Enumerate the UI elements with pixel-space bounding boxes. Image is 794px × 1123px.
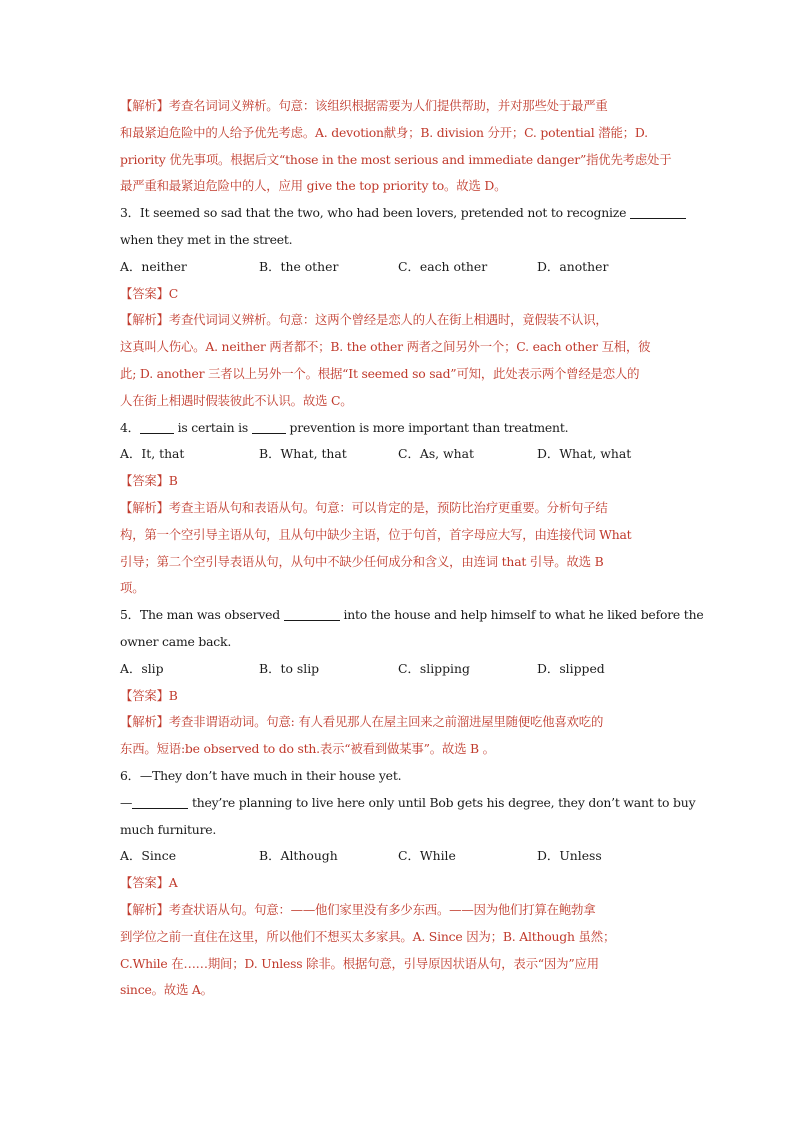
option-d: D．What, what — [537, 446, 632, 462]
question-stem — [120, 790, 696, 817]
option-d: D．Unless — [537, 848, 602, 864]
analysis-line: since。故选 A。 — [120, 982, 213, 998]
stem-text: prevention is more important than treatment. — [285, 419, 569, 435]
option-c: C．As, what — [398, 446, 475, 462]
question-stem: owner came back. — [120, 633, 232, 649]
analysis-line: 最严重和最紧迫危险中的人，应用 give the top priority to。故选 D。 — [120, 178, 507, 194]
analysis-line: 到学位之前一直住在这里，所以他们不想买太多家具。A. Since 因为；B. Although 虽然； — [120, 928, 616, 944]
option-row — [120, 441, 680, 468]
option-a: A．slip — [120, 660, 164, 676]
analysis-line: 构，第一个空引导主语从句，且从句中缺少主语，位于句首，首字母应大写，由连接代词 What — [120, 526, 632, 542]
answer-label: 【答案】C — [120, 285, 179, 301]
option-b: B．Although — [259, 848, 338, 864]
analysis-line: 和最紧迫危险中的人给予优先考虑。A. devotion献身；B. division 分开；C. potential 潜能；D. — [120, 124, 648, 140]
option-a: A．neither — [120, 258, 187, 274]
question-6 — [120, 763, 696, 1004]
question-stem: when they met in the street. — [120, 231, 293, 247]
analysis-line: 【解析】考查状语从句。句意：——他们家里没有多少东西。——因为他们打算在鲍勃拿 — [120, 901, 596, 917]
analysis-line: 东西。短语:be observed to do sth.表示“被看到做某事”。故选 B 。 — [120, 741, 495, 757]
stem-text: is certain is — [173, 419, 252, 435]
answer-blank — [132, 796, 188, 809]
analysis-line: 人在街上相遇时假装彼此不认识。故选 C。 — [120, 392, 353, 408]
analysis-line: 此; D. another 三者以上另外一个。根据“It seemed so sad”可知，此处表示两个曾经是恋人的 — [120, 365, 640, 381]
option-b: B．the other — [259, 258, 339, 274]
analysis-line: 这真叫人伤心。A. neither 两者都不；B. the other 两者之间另外一个；C. each other 互相，彼 — [120, 339, 651, 355]
question-stem: 6．—They don’t have much in their house yet. — [120, 767, 402, 783]
answer-label: 【答案】B — [120, 473, 178, 489]
question-stem — [120, 415, 680, 442]
option-b: B．What, that — [259, 446, 347, 462]
analysis-line: 项。 — [120, 580, 145, 596]
option-b: B．to slip — [259, 660, 320, 676]
answer-blank — [630, 206, 686, 219]
analysis-line: 【解析】考查非谓语动词。句意: 有人看见那人在屋主回来之前溜进屋里随便吃他喜欢吃的 — [120, 714, 604, 730]
answer-label: 【答案】A — [120, 875, 178, 891]
option-d: D．another — [537, 258, 609, 274]
stem-text: 3．It seemed so sad that the two, who had been lovers, pretended not to recognize — [120, 205, 630, 221]
analysis-line: 【解析】考查代词词义辨析。句意：这两个曾经是恋人的人在街上相遇时，竟假装不认识， — [120, 312, 608, 328]
stem-text: 4． — [120, 419, 140, 435]
option-c: C．slipping — [398, 660, 470, 676]
answer-blank — [284, 608, 340, 621]
question-stem — [120, 602, 704, 629]
analysis-line: C.While 在……期间；D. Unless 除非。根据句意，引导原因状语从句，表示“因为”应用 — [120, 955, 599, 971]
option-c: C．While — [398, 848, 456, 864]
question-stem: much furniture. — [120, 821, 217, 837]
option-a: A．Since — [120, 848, 177, 864]
question-stem — [120, 200, 680, 227]
option-row — [120, 843, 680, 870]
stem-text: into the house and help himself to what he liked before the — [339, 607, 704, 623]
answer-blank — [252, 421, 286, 434]
q2-analysis — [120, 93, 680, 200]
analysis-line: priority 优先事项。根据后文“those in the most serious and immediate danger”指优先考虑处于 — [120, 151, 672, 167]
stem-text: — — [120, 794, 133, 810]
option-row — [120, 254, 680, 281]
content-area — [120, 93, 704, 1004]
stem-text: 5．The man was observed — [120, 607, 284, 623]
question-5 — [120, 602, 704, 763]
option-a: A．It, that — [120, 446, 185, 462]
analysis-line: 【解析】考查主语从句和表语从句。句意：可以肯定的是，预防比治疗更重要。分析句子结 — [120, 499, 608, 515]
stem-text: they’re planning to live here only until Bob gets his degree, they don’t want to buy — [188, 794, 696, 810]
question-4 — [120, 415, 680, 603]
option-c: C．each other — [398, 258, 488, 274]
analysis-line: 引导；第二个空引导表语从句，从句中不缺少任何成分和含义，由连词 that 引导。故选 B — [120, 553, 604, 569]
answer-blank — [140, 421, 174, 434]
question-3 — [120, 200, 680, 414]
answer-label: 【答案】B — [120, 687, 178, 703]
analysis-line: 【解析】考查名词词义辨析。句意：该组织根据需要为人们提供帮助，并对那些处于最严重 — [120, 98, 608, 113]
option-row — [120, 656, 680, 683]
option-d: D．slipped — [537, 660, 605, 676]
